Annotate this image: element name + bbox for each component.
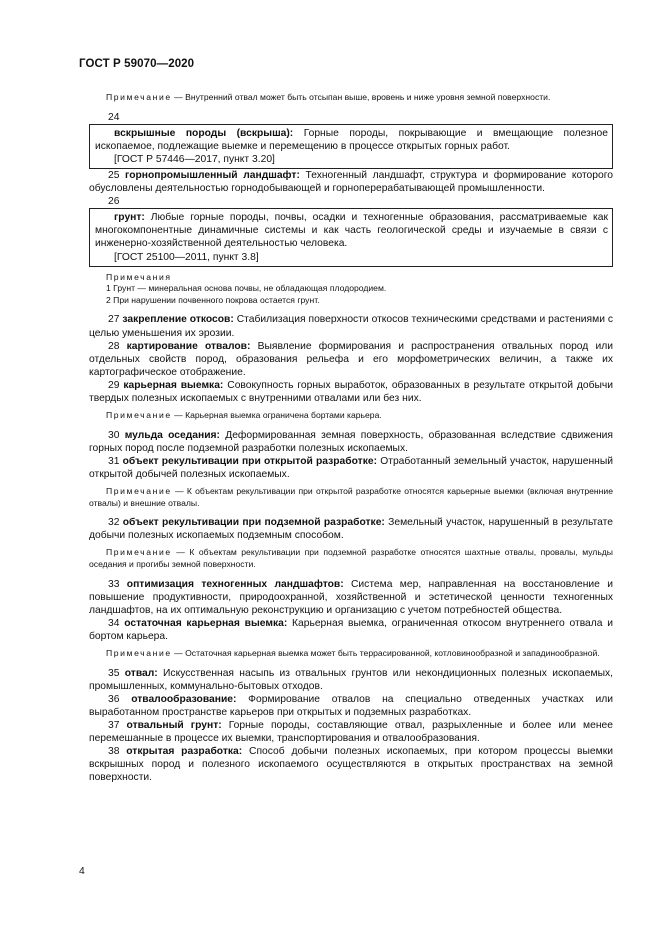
entry-24-text (95, 127, 608, 153)
entry-24-box (89, 124, 613, 169)
entry-36-number: 36 (108, 693, 132, 705)
entry-26-reference: [ГОСТ 25100—2011, пункт 3.8] (114, 251, 259, 263)
entry-37-term: отвальный грунт: (126, 720, 222, 732)
note-32 (89, 547, 613, 570)
document-header: ГОСТ Р 59070—2020 (79, 58, 195, 70)
entry-26-term: грунт: (114, 212, 145, 224)
note-32-text: — К объектам рекультивации при подземной разработке относятся шахтные отвалы, провалы, мульды оседания и прогибы земной поверхности. (89, 547, 613, 569)
entry-37-number: 37 (108, 720, 127, 732)
entry-25 (89, 169, 613, 195)
entry-25-term: горнопромышленный ландшафт: (125, 169, 300, 181)
page-number: 4 (79, 866, 85, 877)
entry-29-number: 29 (108, 379, 124, 391)
entry-28-number: 28 (108, 340, 127, 352)
entry-32 (89, 516, 613, 542)
entry-31-number: 31 (108, 455, 123, 467)
entry-25-definition: Техногенный ландшафт, структура и формирование которого обусловлены деятельностью горнодобывающей и горноперерабатывающей промышленности. (89, 169, 613, 195)
entry-27-definition: Стабилизация поверхности откосов техническими средствами и растениями с целью уменьшения их эрозии. (89, 314, 614, 339)
entry-30-term: мульда оседания: (124, 429, 220, 441)
entry-29-term: карьерная выемка: (123, 379, 224, 391)
entry-35-definition: Искусственная насыпь из отвальных грунтов или некондиционных полезных ископаемых, промышленных, коммунально-бытовых отходов. (89, 667, 613, 692)
entry-24-term: вскрышные породы (вскрыша): (114, 127, 294, 139)
entry-24-definition: Горные породы, покрывающие и вмещающие полезное ископаемое, подлежащие выемке и перемещению в процессе открытых горных работ. (95, 127, 608, 152)
note-31-label: Примечание (106, 486, 172, 497)
entry-29 (89, 379, 613, 405)
note-29-label: Примечание (106, 410, 172, 421)
entry-38-term: открытая разработка: (126, 746, 243, 758)
note-34-label: Примечание (106, 648, 172, 659)
entry-31-term: объект рекультивации при открытой разработке: (122, 455, 378, 467)
entry-26-box (89, 208, 613, 266)
note-label: Примечание (106, 92, 172, 102)
entry-34-term: остаточная карьерная выемка: (124, 617, 288, 629)
entry-38 (89, 745, 613, 784)
entry-32-definition: Земельный участок, нарушенный в результате добычи полезных ископаемых подземным способом. (89, 517, 613, 542)
entry-36-definition: Формирование отвалов на специально отведенных участках или выработанном пространстве карьеров при открытых и подземных разработках. (89, 693, 613, 718)
entry-37 (89, 719, 613, 745)
note-29-text: — Карьерная выемка ограничена бортами карьера. (171, 410, 382, 421)
entry-26-text (95, 211, 608, 250)
entry-36 (89, 693, 613, 719)
entry-32-term: объект рекультивации при подземной разработке: (122, 517, 385, 529)
note-32-label: Примечание (106, 547, 172, 558)
notes-26-item-2: 2 При нарушении почвенного покрова остается грунт. (106, 294, 320, 305)
entry-24-number: 24 (108, 111, 120, 123)
notes-26-label: Примечания (106, 271, 172, 282)
entry-26-number: 26 (108, 196, 120, 208)
entry-30-definition: Деформированная земная поверхность, образованная вследствие сдвижения горных пород после подземной разработки полезных ископаемых. (89, 429, 613, 454)
entry-33-number: 33 (108, 578, 127, 590)
entry-30 (89, 429, 613, 455)
entry-28 (89, 340, 613, 379)
entry-34 (89, 617, 613, 643)
entry-28-term: картирование отвалов: (126, 340, 251, 352)
entry-28-definition: Выявление формирования и распространения отвальных пород или отдельных свойств пород, образования рельефа и его морфометрических величин, а также их картографическое отображение. (89, 340, 613, 378)
entry-34-definition: Карьерная выемка, ограниченная откосом внутреннего отвала и бортом карьера. (89, 617, 613, 642)
note-text: — Внутренний отвал может быть отсыпан выше, вровень и ниже уровня земной поверхности. (171, 92, 551, 102)
entry-27 (89, 313, 613, 339)
note-internal-dump (89, 92, 613, 104)
entry-35 (89, 667, 613, 693)
entry-32-number: 32 (108, 517, 123, 529)
entry-27-term: закрепление откосов: (122, 314, 234, 326)
document-body (89, 92, 613, 785)
note-31-text: — К объектам рекультивации при открытой разработке относятся карьерные выемки (включая внутренние отвалы) и внешние отвалы. (89, 486, 613, 508)
entry-36-term: отвалообразование: (131, 693, 237, 705)
entry-31-definition: Отработанный земельный участок, нарушенный открытой добычей полезных ископаемых. (89, 455, 613, 480)
entry-24-reference: [ГОСТ Р 57446—2017, пункт 3.20] (114, 153, 275, 165)
entry-33-term: оптимизация техногенных ландшафтов: (126, 578, 344, 590)
note-34-text: — Остаточная карьерная выемка может быть террасированной, котловинообразной и западинообразной. (171, 648, 600, 659)
entry-33-definition: Система мер, направленная на восстановление и повышение продуктивности, природоохранной, хозяйственной и эстетической ценности техногенных ландшафтов, на их оптимальную реконструкцию и организацию с учетом потребностей общества. (89, 578, 613, 616)
entry-33 (89, 578, 613, 617)
entry-26-definition: Любые горные породы, почвы, осадки и техногенные образования, рассматриваемые как многокомпонентные динамичные системы и как часть геологической среды и изучаемые в связи с инженерно-хозяйственной деятельностью человека. (95, 212, 608, 250)
note-29 (89, 410, 613, 422)
entry-38-number: 38 (108, 746, 127, 758)
entry-29-definition: Совокупность горных выработок, образованных в результате открытой добычи твердых полезных ископаемых с внутренними отвалами или без них. (89, 379, 613, 404)
entry-35-term: отвал: (124, 667, 158, 679)
entry-27-number: 27 (108, 314, 123, 326)
entry-25-number: 25 (108, 169, 126, 181)
entry-35-number: 35 (108, 667, 125, 679)
entry-31 (89, 455, 613, 481)
note-31 (89, 486, 613, 509)
entry-37-definition: Горные породы, составляющие отвал, разрыхленные и более или менее перемешанные в процессе их выемки, транспортирования и отвалообразования. (89, 720, 613, 745)
entry-34-number: 34 (108, 617, 125, 629)
entry-38-definition: Способ добычи полезных ископаемых, при котором процессы выемки вскрышных пород и полезного ископаемого осуществляются в открытых пространствах на земной поверхности. (89, 746, 613, 784)
notes-26-item-1: 1 Грунт — минеральная основа почвы, не обладающая плодородием. (106, 283, 387, 294)
note-34 (89, 648, 613, 660)
entry-30-number: 30 (108, 429, 125, 441)
